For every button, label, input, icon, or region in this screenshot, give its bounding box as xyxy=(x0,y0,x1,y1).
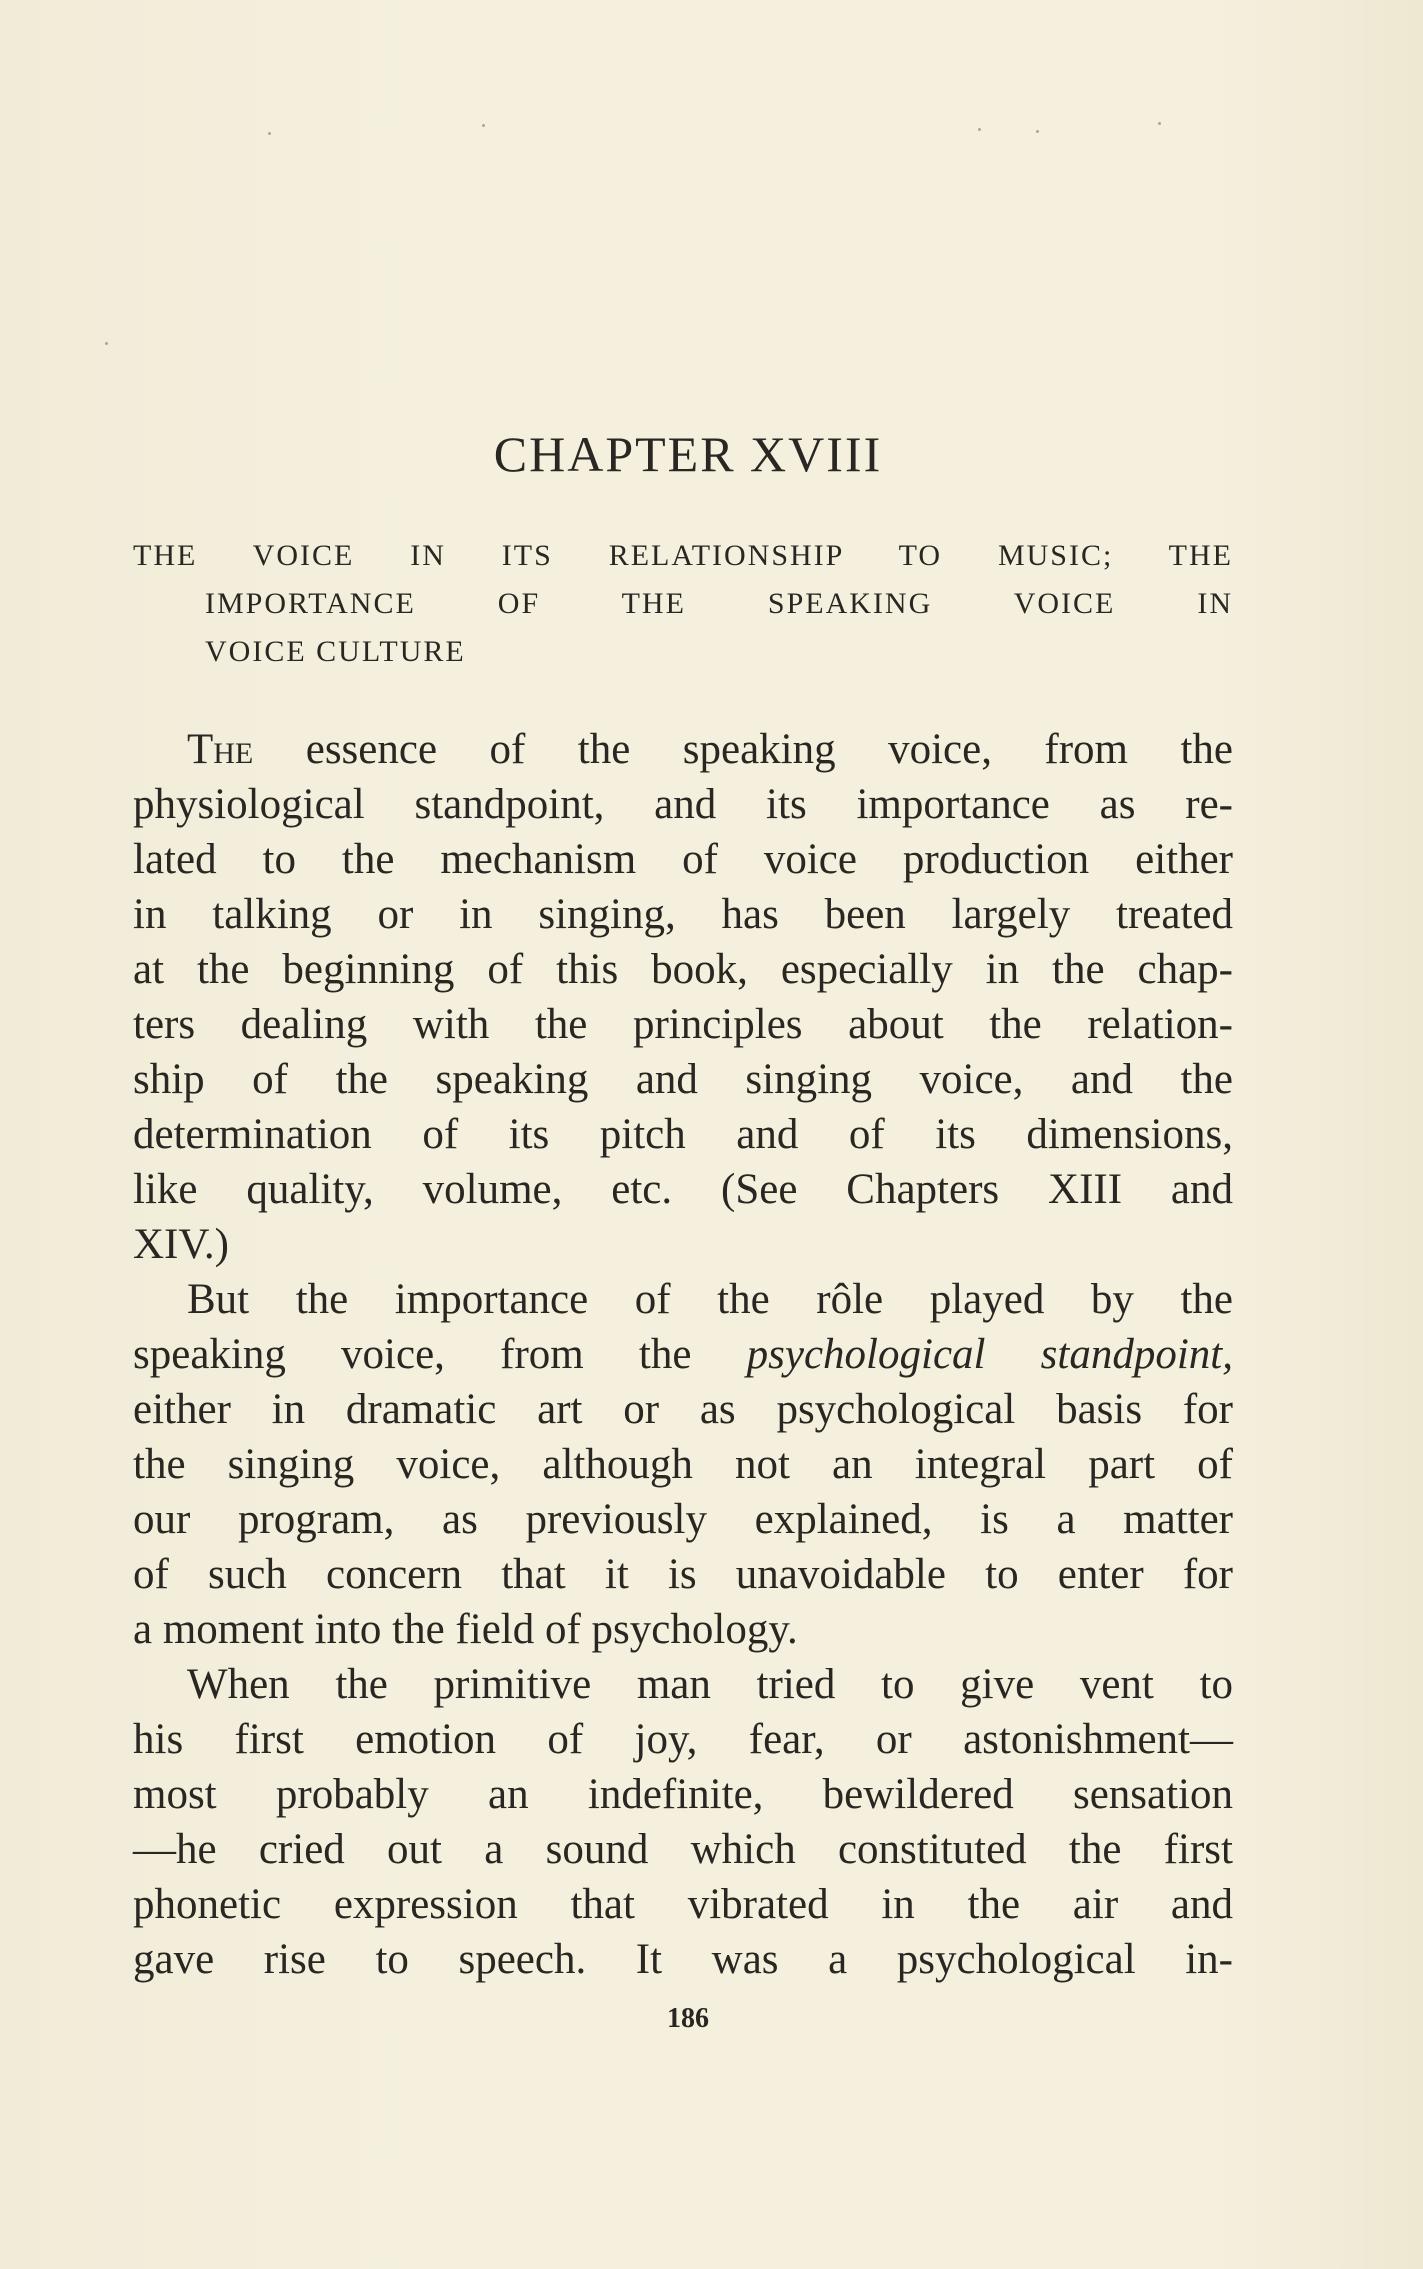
text-line: ship of the speaking and singing voice, and the xyxy=(133,1056,1233,1103)
subtitle-line: THE VOICE IN ITS RELATIONSHIP TO MUSIC; THE xyxy=(133,539,1233,572)
text-line: determination of its pitch and of its dimensions, xyxy=(133,1111,1233,1158)
chapter-subtitle xyxy=(133,532,1233,676)
text-line: ters dealing with the principles about the relation- xyxy=(133,1001,1233,1048)
text-line: a moment into the field of psychology. xyxy=(133,1606,798,1653)
text-line: at the beginning of this book, especially in the chap- xyxy=(133,946,1233,993)
text-line: phonetic expression that vibrated in the air and xyxy=(133,1881,1233,1928)
italic-phrase: psychological standpoint, xyxy=(746,1331,1233,1378)
text-line: gave rise to speech. It was a psychological in- xyxy=(133,1936,1233,1983)
body-text xyxy=(133,722,1233,1987)
text-line: But the importance of the rôle played by the xyxy=(187,1276,1233,1323)
text-line: physiological standpoint, and its importance as re- xyxy=(133,781,1233,828)
subtitle-line: IMPORTANCE OF THE SPEAKING VOICE IN xyxy=(205,587,1233,620)
text-line: When the primitive man tried to give vent to xyxy=(187,1661,1233,1708)
text-line: of such concern that it is unavoidable to enter for xyxy=(133,1551,1233,1598)
text-line-start: speaking voice, from the xyxy=(133,1331,692,1378)
text-line: the singing voice, although not an integral part of xyxy=(133,1441,1233,1488)
text-line: XIV.) xyxy=(133,1221,229,1268)
text-line: lated to the mechanism of voice production either xyxy=(133,836,1233,883)
text-line: our program, as previously explained, is a matter xyxy=(133,1496,1233,1543)
text-line: his first emotion of joy, fear, or astonishment— xyxy=(133,1716,1233,1763)
text-line: —he cried out a sound which constituted the first xyxy=(133,1826,1233,1873)
text-line: like quality, volume, etc. (See Chapters XIII and xyxy=(133,1166,1233,1213)
chapter-title: CHAPTER XVIII xyxy=(493,426,883,482)
subtitle-line: VOICE CULTURE xyxy=(205,635,466,668)
text-line-with-italic xyxy=(133,1327,1233,1382)
text-line: either in dramatic art or as psychological basis for xyxy=(133,1386,1233,1433)
text-line: most probably an indefinite, bewildered sensation xyxy=(133,1771,1233,1818)
page-number: 186 xyxy=(667,2003,709,2034)
text-line: The essence of the speaking voice, from the xyxy=(187,726,1233,773)
text-line: in talking or in singing, has been largely treated xyxy=(133,891,1233,938)
